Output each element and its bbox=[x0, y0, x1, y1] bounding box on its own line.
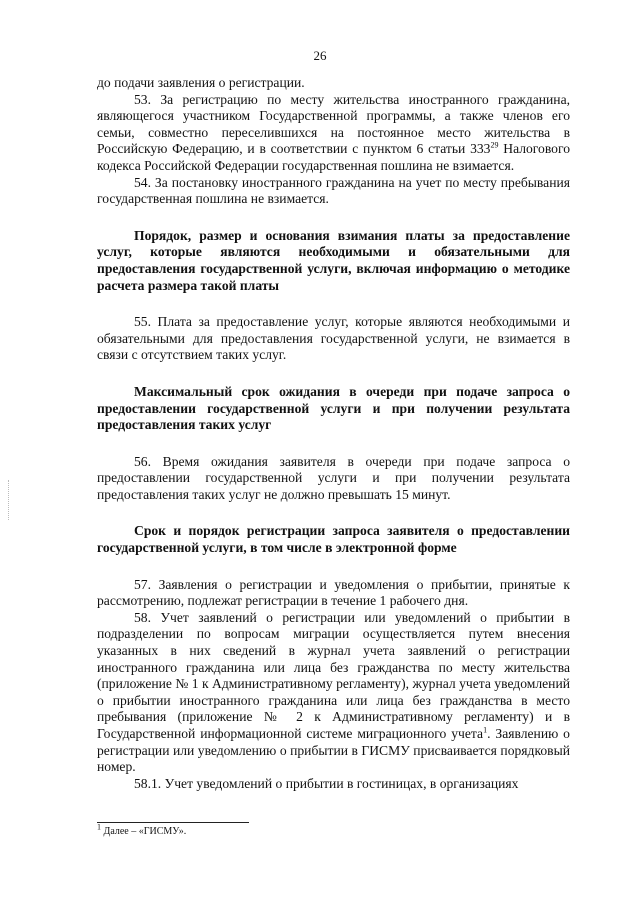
footnote-separator bbox=[97, 822, 249, 823]
paragraph-56: 56. Время ожидания заявителя в очереди при подаче запроса о предоставлении государственной услуги и при получении результата предоставления таких услуг не должно превышать 15 минут. bbox=[97, 453, 570, 502]
paragraph-57: 57. Заявления о регистрации и уведомления о прибытии, принятые к рассмотрению, подлежат регистрации в течение 1 рабочего дня. bbox=[97, 576, 570, 609]
paragraph-55: 55. Плата за предоставление услуг, которые являются необходимыми и обязательными для предоставления государственной услуги, не взимается в связи с отсутствием таких услуг. bbox=[97, 314, 570, 363]
continued-line: до подачи заявления о регистрации. bbox=[97, 75, 305, 90]
paragraph-58-text: 58. Учет заявлений о регистрации или уведомлений о прибытии в подразделении по вопросам миграции осуществляется путем внесения указанных в них сведений в журнал учета заявлений о регистрации иностранного гражданина или лица без гражданства по месту жительства (приложение № 1 к Административному регламенту), журнал учета уведомлений о прибытии иностранного гражданина или лица без гражданства в место пребывания (приложение № 2 к Административному регламенту) и в Государственной информационной системе миграционного учета bbox=[97, 609, 570, 741]
section-heading-fees: Порядок, размер и основания взимания платы за предоставление услуг, которые являются необходимыми и обязательными для предоставления государственной услуги, включая информацию о методике расчета размера такой платы bbox=[97, 227, 570, 293]
document-body bbox=[97, 75, 570, 792]
scan-edge-mark bbox=[8, 480, 10, 520]
section-heading-waiting-time: Максимальный срок ожидания в очереди при подаче запроса о предоставлении государственной услуги и при получении результата предоставления таких услуг bbox=[97, 383, 570, 433]
paragraph-58-tail: . Заявлению о регистрации или уведомлению о прибытии в ГИСМУ присваивается порядковый номер. bbox=[97, 726, 570, 775]
paragraph-53-superscript: 29 bbox=[490, 140, 499, 150]
paragraph-58 bbox=[97, 610, 570, 776]
section-heading-registration: Срок и порядок регистрации запроса заявителя о предоставлении государственной услуги, в том числе в электронной форме bbox=[97, 523, 570, 556]
paragraph-53 bbox=[97, 92, 570, 175]
footnote-marker: 1 bbox=[97, 822, 101, 832]
page-number: 26 bbox=[313, 48, 327, 63]
footnote bbox=[97, 822, 187, 837]
paragraph-58-superscript: 1 bbox=[483, 725, 488, 735]
footnote-text: Далее – «ГИСМУ». bbox=[101, 826, 187, 837]
paragraph-54: 54. За постановку иностранного гражданина на учет по месту пребывания государственная пошлина не взимается. bbox=[97, 174, 570, 207]
paragraph-53-text: 53. За регистрацию по месту жительства иностранного гражданина, являющегося участником Государственной программы, а также членов его семьи, совместно переселившихся на постоянное место жительства в Российскую Федерацию, и в соответствии с пунктом 6 статьи 333 bbox=[97, 91, 570, 157]
paragraph-53-tail: Налогового кодекса Российской Федерации государственная пошлина не взимается. bbox=[97, 141, 571, 173]
paragraph-58-1: 58.1. Учет уведомлений о прибытии в гостиницах, в организациях bbox=[134, 775, 519, 791]
